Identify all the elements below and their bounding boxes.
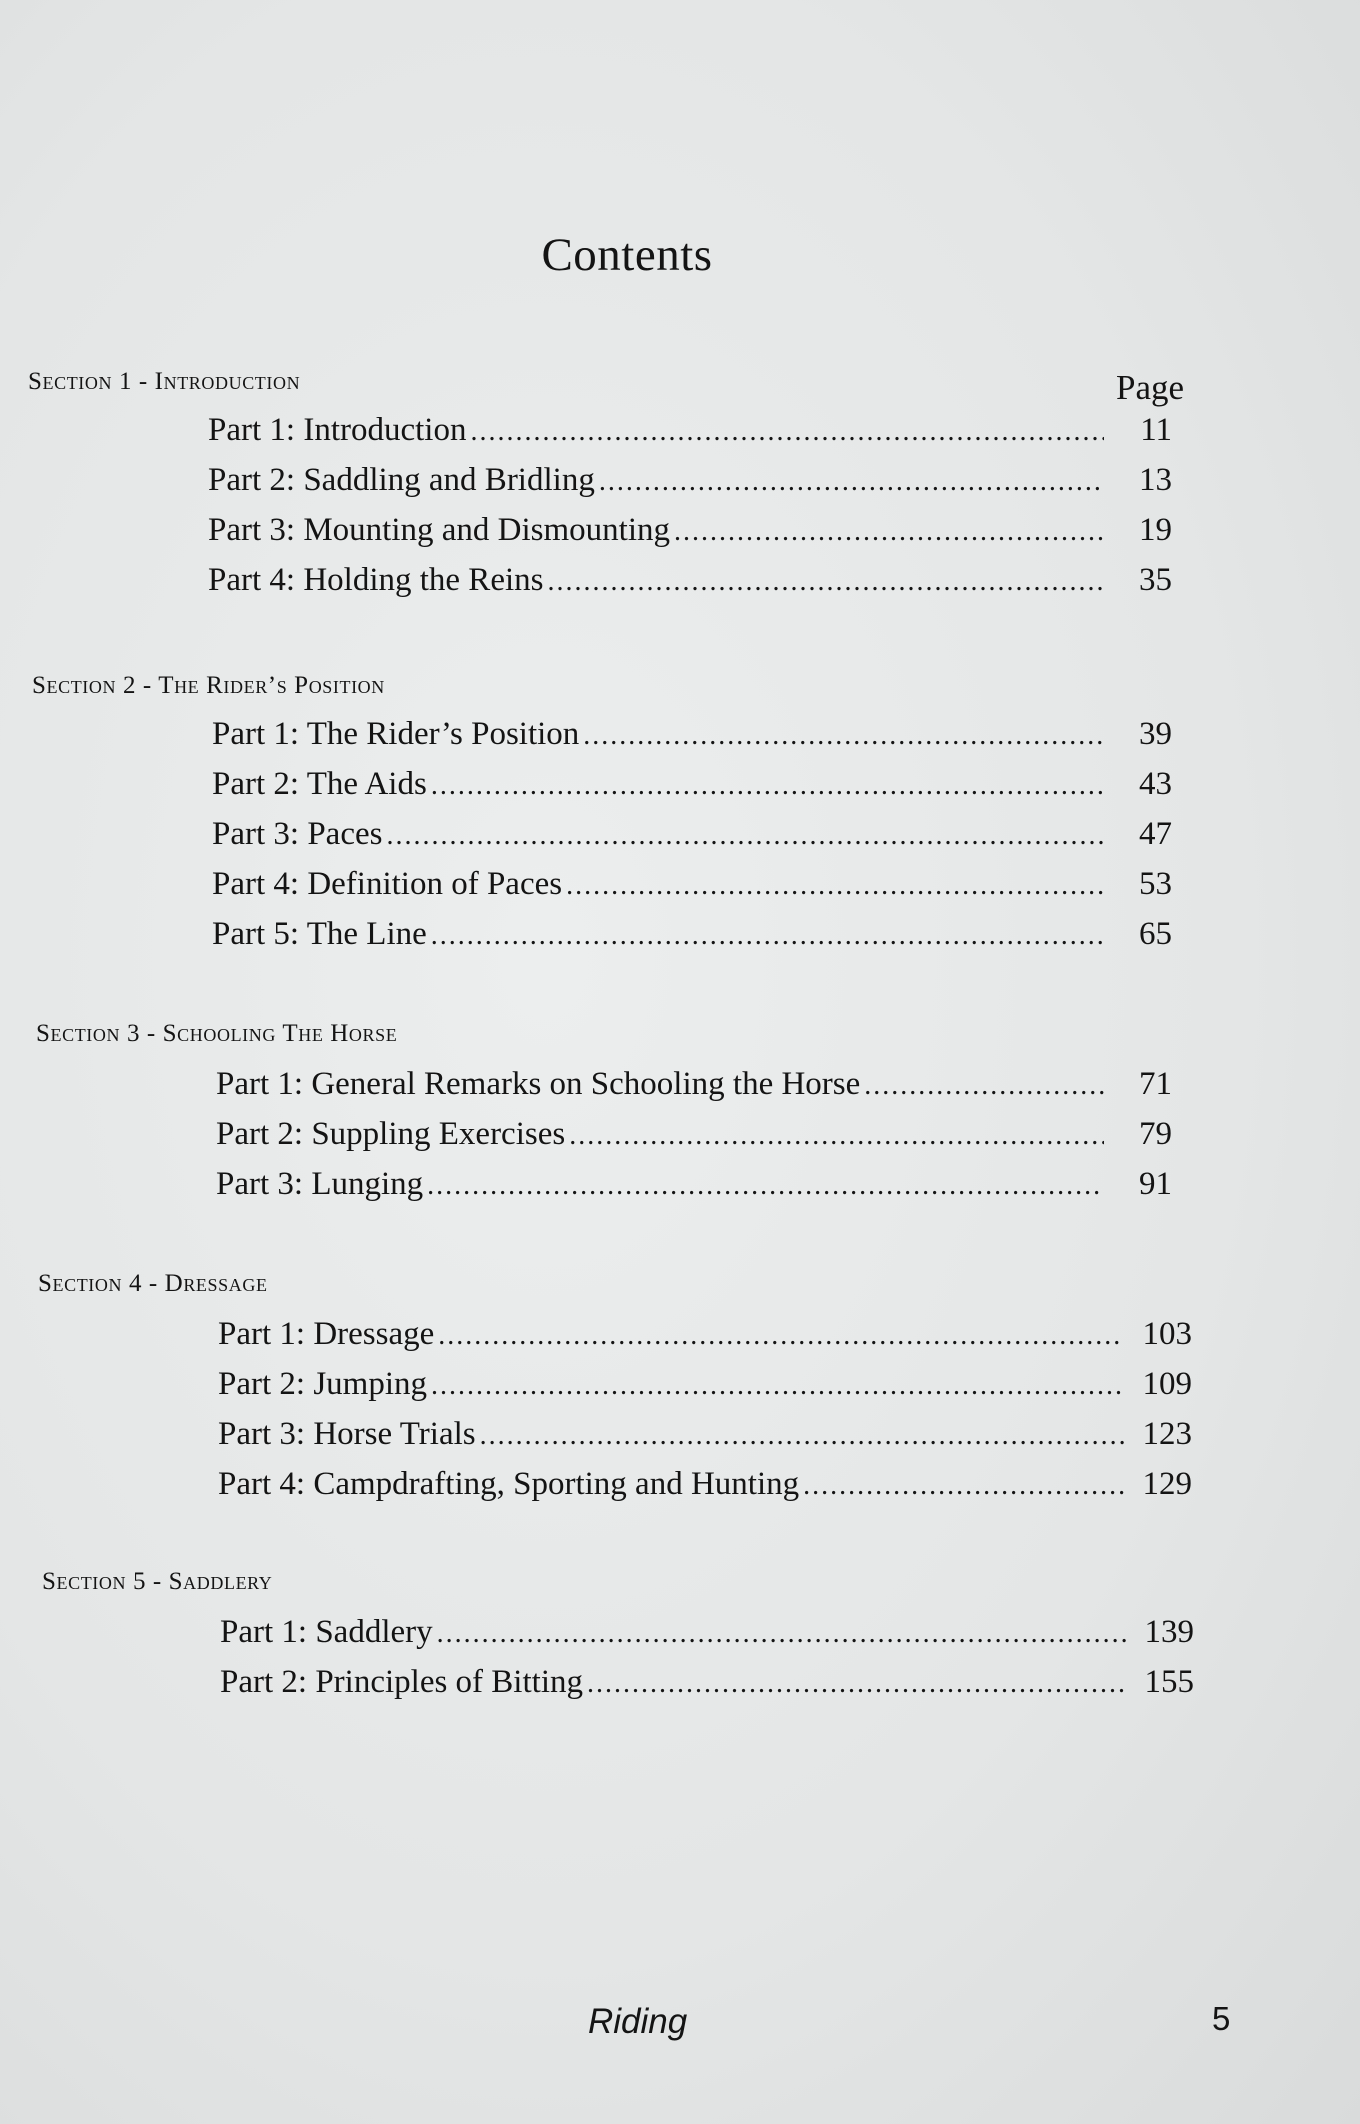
toc-entry-page: 35 [1139, 562, 1172, 598]
toc-entry-page: 109 [1142, 1366, 1192, 1402]
section-heading-3: Section 3 - Schooling The Horse [36, 1020, 398, 1047]
section-heading-5: Section 5 - Saddlery [42, 1568, 273, 1595]
dot-leader [431, 1370, 1124, 1402]
toc-entry[interactable] [212, 916, 1172, 960]
section-heading-2: Section 2 - The Rider’s Position [32, 672, 385, 699]
toc-entry[interactable] [212, 866, 1172, 910]
toc-entry[interactable] [216, 1116, 1172, 1160]
toc-entry-label: Part 2: Principles of Bitting [220, 1664, 583, 1700]
toc-entry[interactable] [218, 1416, 1192, 1460]
page-column-header: Page [1116, 368, 1185, 407]
toc-entry-page: 123 [1142, 1416, 1192, 1452]
toc-entry[interactable] [212, 766, 1172, 810]
toc-entry[interactable] [218, 1366, 1192, 1410]
toc-entry-page: 65 [1139, 916, 1172, 952]
toc-entry-label: Part 4: Holding the Reins [208, 562, 544, 598]
toc-entry-label: Part 3: Mounting and Dismounting [208, 512, 670, 548]
dot-leader [587, 1668, 1126, 1700]
toc-entry[interactable] [208, 462, 1172, 506]
page-number: 5 [1212, 2000, 1231, 2037]
toc-entry-page: 91 [1139, 1166, 1172, 1202]
toc-entry-label: Part 5: The Line [212, 916, 427, 952]
toc-entry-page: 129 [1142, 1466, 1192, 1502]
toc-entry-page: 47 [1139, 816, 1172, 852]
dot-leader [547, 566, 1104, 598]
dot-leader [674, 516, 1104, 548]
running-footer-title: Riding [588, 2002, 688, 2041]
toc-entry-label: Part 4: Definition of Paces [212, 866, 563, 902]
toc-entry-label: Part 1: Saddlery [220, 1614, 433, 1650]
toc-entry-page: 139 [1144, 1614, 1194, 1650]
toc-entry-label: Part 2: The Aids [212, 766, 427, 802]
dot-leader [569, 1120, 1104, 1152]
toc-entry[interactable] [208, 562, 1172, 606]
toc-entry-page: 13 [1139, 462, 1172, 498]
dot-leader [431, 770, 1104, 802]
toc-entry-label: Part 1: General Remarks on Schooling the Horse [216, 1066, 861, 1102]
toc-entry-label: Part 2: Saddling and Bridling [208, 462, 595, 498]
toc-entry[interactable] [220, 1614, 1194, 1658]
toc-entry[interactable] [212, 816, 1172, 860]
toc-entry-page: 103 [1142, 1316, 1192, 1352]
toc-entry-page: 79 [1139, 1116, 1172, 1152]
toc-entry[interactable] [218, 1316, 1192, 1360]
toc-entry[interactable] [216, 1166, 1172, 1210]
dot-leader [566, 870, 1104, 902]
dot-leader [599, 466, 1104, 498]
toc-entry[interactable] [220, 1664, 1194, 1708]
dot-leader [438, 1320, 1124, 1352]
toc-entry-label: Part 2: Suppling Exercises [216, 1116, 566, 1152]
toc-entry-label: Part 2: Jumping [218, 1366, 428, 1402]
dot-leader [427, 1170, 1104, 1202]
dot-leader [864, 1070, 1104, 1102]
toc-entry-label: Part 3: Lunging [216, 1166, 424, 1202]
toc-entry[interactable] [218, 1466, 1192, 1510]
toc-entry-page: 43 [1139, 766, 1172, 802]
toc-entry-page: 71 [1139, 1066, 1172, 1102]
toc-entry[interactable] [216, 1066, 1172, 1110]
toc-entry[interactable] [208, 412, 1172, 456]
toc-entry[interactable] [208, 512, 1172, 556]
dot-leader [803, 1470, 1124, 1502]
toc-entry-page: 39 [1139, 716, 1172, 752]
toc-entry-page: 53 [1139, 866, 1172, 902]
dot-leader [480, 1420, 1124, 1452]
toc-entry-page: 11 [1140, 412, 1172, 448]
toc-entry[interactable] [212, 716, 1172, 760]
dot-leader [431, 920, 1104, 952]
toc-entry-label: Part 3: Paces [212, 816, 383, 852]
dot-leader [470, 416, 1104, 448]
toc-entry-label: Part 1: Dressage [218, 1316, 435, 1352]
dot-leader [583, 720, 1104, 752]
toc-entry-page: 19 [1139, 512, 1172, 548]
section-heading-1: Section 1 - Introduction [28, 368, 301, 395]
toc-entry-label: Part 4: Campdrafting, Sporting and Hunting [218, 1466, 800, 1502]
dot-leader [386, 820, 1104, 852]
dot-leader [437, 1618, 1126, 1650]
toc-entry-label: Part 1: Introduction [208, 412, 467, 448]
section-heading-4: Section 4 - Dressage [38, 1270, 268, 1297]
toc-entry-page: 155 [1144, 1664, 1194, 1700]
toc-entry-label: Part 3: Horse Trials [218, 1416, 476, 1452]
page-title: Contents [541, 229, 713, 281]
toc-entry-label: Part 1: The Rider’s Position [212, 716, 580, 752]
